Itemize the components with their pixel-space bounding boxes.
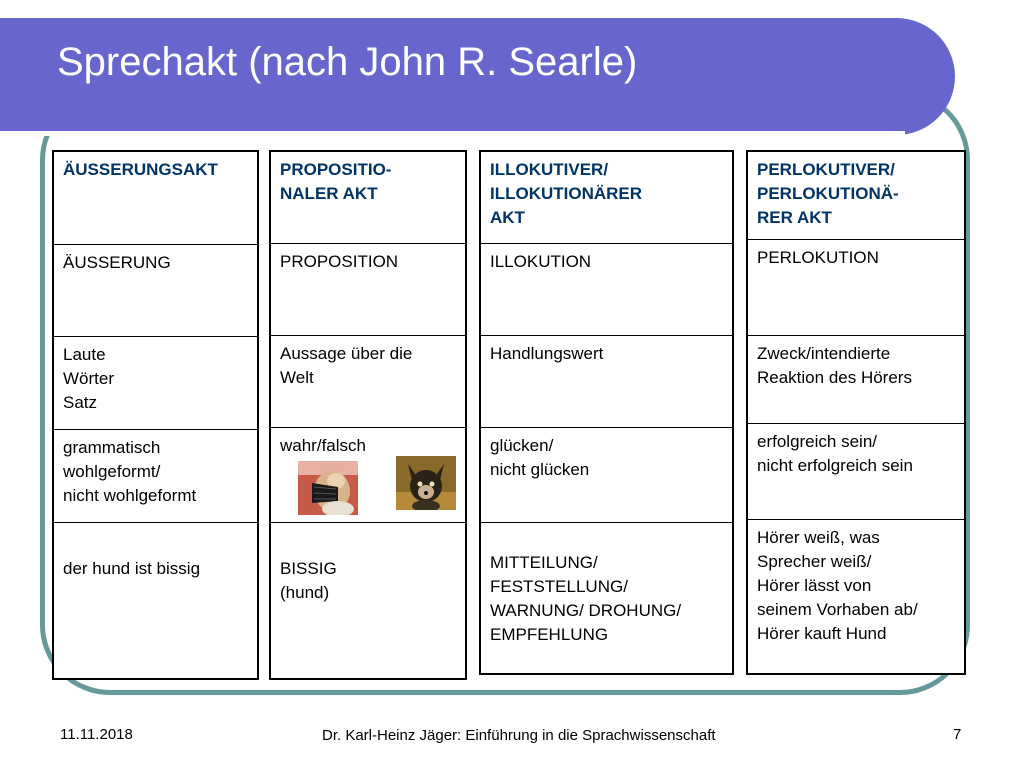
table-cell: der hund ist bissig bbox=[63, 559, 201, 578]
column-header: ILLOKUTIVER/ ILLOKUTIONÄRER AKT bbox=[481, 152, 732, 244]
title-underline bbox=[0, 131, 905, 136]
muzzled-dog-image bbox=[298, 461, 358, 515]
footer-date: 11.11.2018 bbox=[60, 726, 133, 743]
table-cell: glücken/ nicht glücken bbox=[481, 428, 732, 523]
table-cell: Zweck/intendierte Reaktion des Hörers bbox=[748, 336, 964, 424]
table-cell: Handlungswert bbox=[481, 336, 732, 428]
column-header: PROPOSITIO- NALER AKT bbox=[271, 152, 465, 244]
table-cell: Hörer weiß, was Sprecher weiß/ Hörer lässt von seinem Vorhaben ab/ Hörer kauft Hund bbox=[757, 528, 918, 643]
table-cell: erfolgreich sein/ nicht erfolgreich sein bbox=[748, 424, 964, 520]
column-perlocutionary-act bbox=[746, 150, 966, 675]
table-cell: grammatisch wohlgeformt/ nicht wohlgeformt bbox=[54, 430, 257, 523]
table-cell: BISSIG (hund) bbox=[280, 559, 337, 602]
column-propositional-act bbox=[269, 150, 467, 680]
table-cell: PERLOKUTION bbox=[748, 240, 964, 336]
column-utterance-act bbox=[52, 150, 259, 680]
footer-author: Dr. Karl-Heinz Jäger: Einführung in die Sprachwissenschaft bbox=[322, 727, 716, 744]
slide-title: Sprechakt (nach John R. Searle) bbox=[57, 40, 638, 84]
column-header: PERLOKUTIVER/ PERLOKUTIONÄ- RER AKT bbox=[748, 152, 964, 240]
table-cell: ILLOKUTION bbox=[481, 244, 732, 336]
column-illocutionary-act bbox=[479, 150, 734, 675]
table-cell: ÄUSSERUNG bbox=[54, 245, 257, 337]
table-cell: Aussage über die Welt bbox=[271, 336, 465, 428]
table-cell: wahr/falsch bbox=[271, 428, 465, 523]
table-cell: Laute Wörter Satz bbox=[54, 337, 257, 430]
table-cell: MITTEILUNG/ FESTSTELLUNG/ WARNUNG/ DROHUNG/ EMPFEHLUNG bbox=[490, 553, 682, 644]
dog-image bbox=[396, 456, 456, 510]
column-header: ÄUSSERUNGSAKT bbox=[54, 152, 257, 245]
table-cell: PROPOSITION bbox=[271, 244, 465, 336]
footer-page-number: 7 bbox=[953, 726, 962, 743]
